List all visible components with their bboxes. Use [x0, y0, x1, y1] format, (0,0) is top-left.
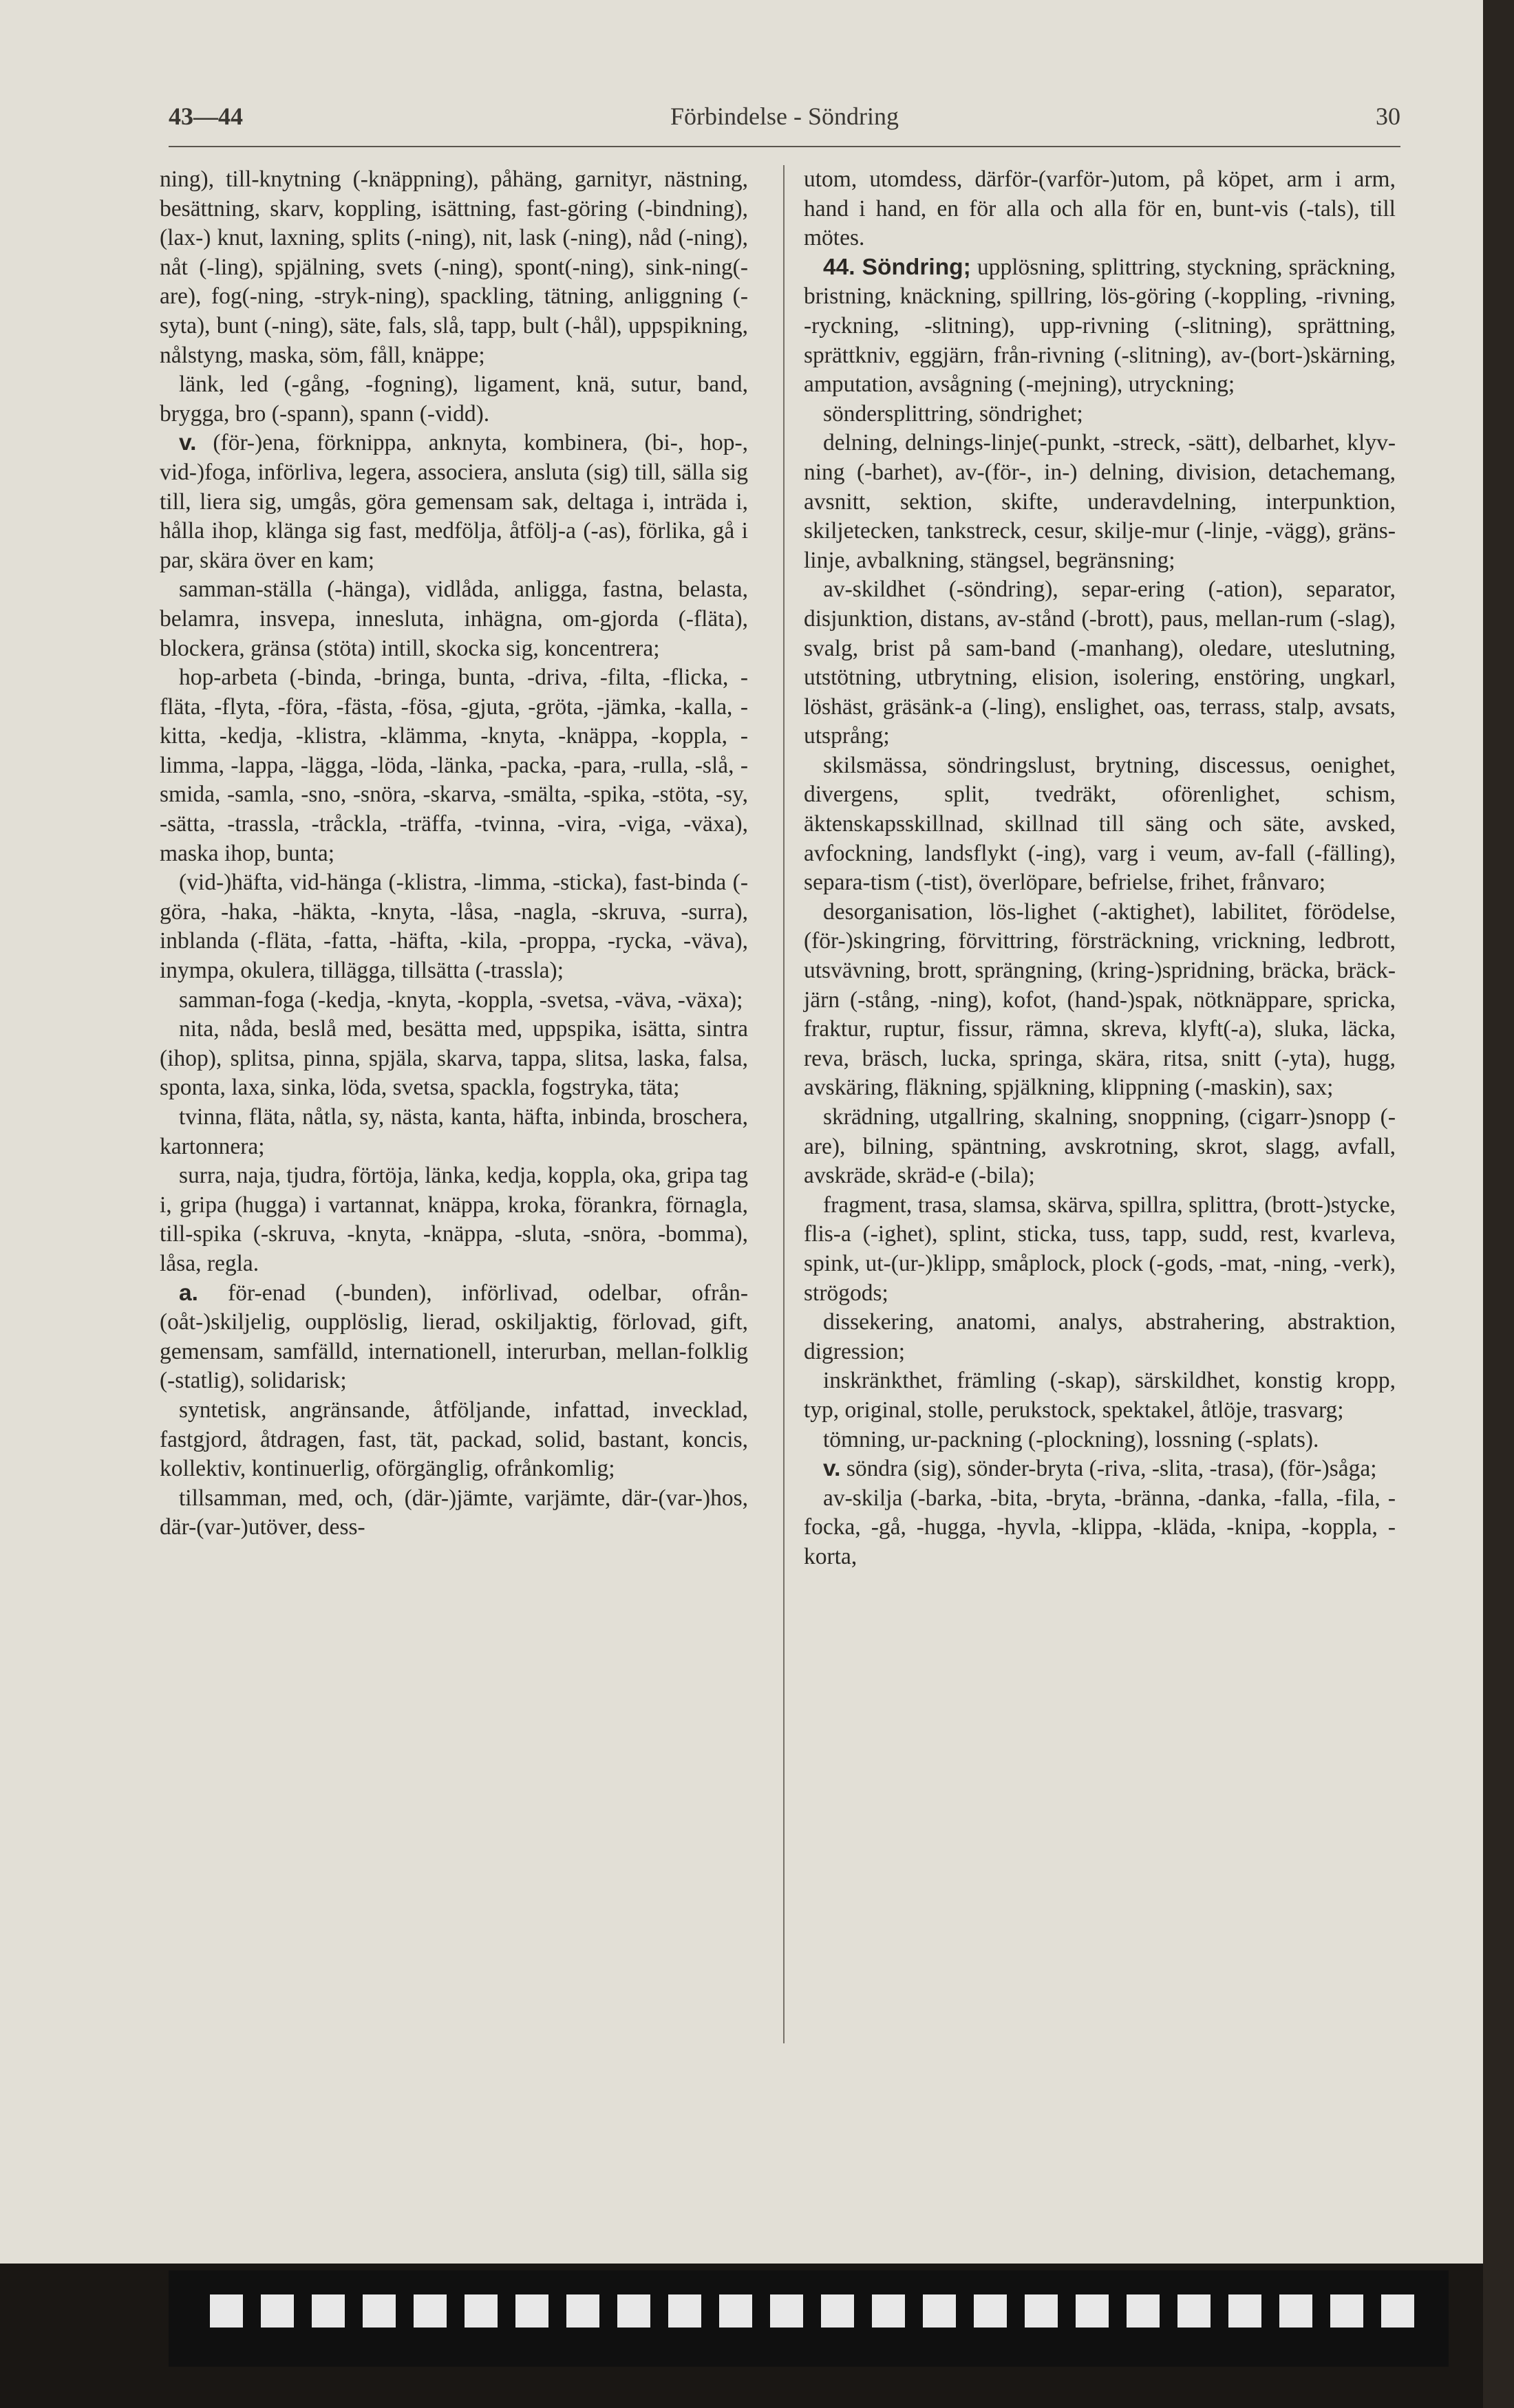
entry-paragraph: [804, 1484, 1396, 1572]
entry-text: samman-ställa (-hänga), vidlåda, anligga, fastna, belasta, belamra, insvepa, innesluta, inhägna, om-gjorda (-fläta), blockera, gränsa (stöta) intill, skocka sig, koncentrera;: [160, 577, 748, 661]
entry-paragraph: [160, 1396, 748, 1484]
entry-text: (vid-)häfta, vid-hänga (-klistra, -limma, -sticka), fast-binda (-göra, -haka, -häkta, -knyta, -låsa, -nagla, -skruva, -surra), inblanda (-fläta, -fatta, -häfta, -kila, -proppa, -rycka, -väva), inympa, okulera, tillägga, tillsätta (-trassla);: [160, 870, 748, 984]
entry-paragraph: [804, 400, 1396, 429]
entry-paragraph: [160, 663, 748, 868]
entry-paragraph: [160, 986, 748, 1015]
entry-paragraph: [804, 575, 1396, 751]
header-rule: [169, 146, 1400, 147]
entry-text: dissekering, anatomi, analys, abstrahering, abstraktion, digression;: [804, 1309, 1396, 1364]
entry-paragraph: [160, 1161, 748, 1278]
calibration-square: [1279, 2294, 1312, 2328]
entry-text: tömning, ur-packning (-plockning), lossning (-splats).: [823, 1426, 1319, 1452]
calibration-square: [465, 2294, 498, 2328]
entry-head: v.: [823, 1456, 841, 1482]
entry-paragraph: [160, 429, 748, 575]
entry-paragraph: [804, 1426, 1396, 1455]
calibration-square: [515, 2294, 548, 2328]
calibration-square: [363, 2294, 396, 2328]
entry-paragraph: [804, 1454, 1396, 1484]
entry-text: söndersplittring, söndrighet;: [823, 400, 1083, 427]
entry-text: ning), till-knytning (-knäppning), påhäng, garnityr, nästning, besättning, skarv, koppling, isättning, fast-göring (-bindning), (lax-) knut, laxning, splits (-ning), nit, lask (-ning), nåd (-ning), nåt (-ling), spjälning, svets (-ning), spont(-ning), sink-ning(-are), fog(-ning, -stryk-ning), spackling, tätning, anliggning (-syta), bunt (-ning), säte, fals, slå, tapp, bult (-hål), uppspikning, nålstyng, maska, söm, fåll, knäppe;: [160, 166, 748, 368]
calibration-square: [1127, 2294, 1160, 2328]
left-column: [160, 165, 748, 1542]
entry-text: samman-foga (-kedja, -knyta, -koppla, -svetsa, -väva, -växa);: [179, 987, 743, 1013]
calibration-square: [923, 2294, 956, 2328]
calibration-square: [312, 2294, 345, 2328]
calibration-square: [566, 2294, 599, 2328]
entry-text: skrädning, utgallring, skalning, snoppning, (cigarr-)snopp (-are), bilning, späntning, avskrotning, skrot, slagg, avfall, avskräde, skräd-e (-bila);: [804, 1104, 1396, 1189]
calibration-square: [1025, 2294, 1058, 2328]
entry-paragraph: [804, 751, 1396, 898]
entry-text: syntetisk, angränsande, åtföljande, infattad, invecklad, fastgjord, åtdragen, fast, tät, packad, solid, bastant, koncis, kollektiv, kontinuerlig, oförgänglig, ofrånkomlig;: [160, 1397, 748, 1482]
entry-paragraph: [160, 1279, 748, 1396]
running-title: Förbindelse - Söndring: [670, 103, 899, 130]
entry-text: surra, naja, tjudra, förtöja, länka, kedja, koppla, oka, gripa tag i, gripa (hugga) i vartannat, knäppa, kroka, förankra, förnagla, till-spika (-skruva, -knyta, -knäppa, -sluta, -snöra, -bomma), låsa, regla.: [160, 1163, 748, 1276]
calibration-square: [668, 2294, 701, 2328]
entry-paragraph: [804, 1308, 1396, 1366]
calibration-square: [719, 2294, 752, 2328]
page-header: [169, 96, 1400, 144]
entry-text: söndra (sig), sönder-bryta (-riva, -slita, -trasa), (för-)såga;: [840, 1456, 1377, 1482]
entry-text: skilsmässa, söndringslust, brytning, discessus, oenighet, divergens, split, tvedräkt, oförenlighet, schism, äktenskapsskillnad, skillnad till säng och säte, avsked, avfockning, landsflykt (-ing), varg i veum, av-fall (-fälling), separa-tism (-tist), överlöpare, befrielse, frihet, frånvaro;: [804, 752, 1396, 896]
section-range: 43—44: [169, 103, 243, 130]
calibration-square: [617, 2294, 650, 2328]
right-column: [804, 165, 1396, 1572]
calibration-square: [261, 2294, 294, 2328]
calibration-target: [169, 2270, 1449, 2367]
entry-text: desorganisation, lös-lighet (-aktighet), labilitet, förödelse, (för-)skingring, förvittring, försträckning, vrickning, ledbrott, utsvävning, brott, sprängning, (kring-)spridning, bräcka, bräck-järn (-stång, -ning), kofot, (hand-)spak, nötknäppare, spricka, fraktur, ruptur, fissur, rämna, skreva, klyft(-a), sluka, läcka, reva, bräsch, lucka, springa, skära, ritsa, snitt (-yta), hugg, avskäring, fläkning, spjälkning, klippning (-maskin), sax;: [804, 899, 1396, 1101]
entry-head: a.: [179, 1280, 198, 1306]
entry-paragraph: [804, 165, 1396, 253]
entry-paragraph: [160, 575, 748, 663]
entry-paragraph: [160, 1015, 748, 1103]
entry-paragraph: [804, 1103, 1396, 1191]
entry-text: nita, nåda, beslå med, besätta med, uppspika, isätta, sintra (ihop), splitsa, pinna, spjäla, skarva, tappa, slitsa, laska, falsa, sponta, laxa, sinka, löda, svetsa, spackla, fogstryka, täta;: [160, 1016, 748, 1101]
calibration-square: [414, 2294, 447, 2328]
entry-text: av-skildhet (-söndring), separ-ering (-ation), separator, disjunktion, distans, av-stånd (-brott), paus, mellan-rum (-slag), svalg, brist på sam-band (-manhang), oledare, uteslutning, utstötning, utbrytning, elision, isolering, enstöring, ungkarl, löshäst, gräsänk-a (-ling), enslighet, oas, terrass, stalp, avsats, utsprång;: [804, 577, 1396, 749]
entry-paragraph: [160, 1484, 748, 1542]
entry-text: tillsamman, med, och, (där-)jämte, varjämte, där-(var-)hos, där-(var-)utöver, dess-: [160, 1485, 748, 1540]
calibration-square: [872, 2294, 905, 2328]
calibration-square: [821, 2294, 854, 2328]
calibration-square: [1076, 2294, 1109, 2328]
entry-text: för-enad (-bunden), införlivad, odelbar, ofrån-(oåt-)skiljelig, oupplöslig, lierad, oskiljaktig, förlovad, gift, gemensam, samfälld, internationell, interurban, mellan-folklig (-statlig), solidarisk;: [160, 1280, 748, 1394]
entry-text: tvinna, fläta, nåtla, sy, nästa, kanta, häfta, inbinda, broschera, kartonnera;: [160, 1104, 748, 1159]
entry-paragraph: [160, 370, 748, 429]
entry-text: länk, led (-gång, -fogning), ligament, knä, sutur, band, brygga, bro (-spann), spann (-vidd).: [160, 372, 748, 427]
entry-paragraph: [804, 429, 1396, 575]
entry-text: upplösning, splittring, styckning, spräckning, bristning, knäckning, spillring, lös-göring (-koppling, -rivning, -ryckning, -slitning), upp-rivning (-slitning), sprättning, sprättkniv, eggjärn, från-rivning (-slitning), av-(bort-)skärning, amputation, avsågning (-mejning), utryckning;: [804, 254, 1396, 398]
entry-paragraph: [804, 898, 1396, 1103]
entry-paragraph: [160, 868, 748, 985]
entry-paragraph: [804, 1191, 1396, 1308]
entry-paragraph: [804, 253, 1396, 400]
calibration-square: [1330, 2294, 1363, 2328]
entry-text: (för-)ena, förknippa, anknyta, kombinera, (bi-, hop-, vid-)foga, införliva, legera, associera, ansluta (sig) till, sälla sig till, liera sig, umgås, göra gemensam sak, deltaga i, inträda i, hålla ihop, klänga sig fast, medfölja, åtfölj-a (-as), förlika, gå i par, skära över en kam;: [160, 430, 748, 573]
calibration-square: [770, 2294, 803, 2328]
entry-paragraph: [804, 1366, 1396, 1425]
entry-head: 44. Söndring;: [823, 254, 971, 280]
calibration-square: [1177, 2294, 1211, 2328]
column-divider: [783, 165, 785, 2043]
entry-text: utom, utomdess, därför-(varför-)utom, på köpet, arm i arm, hand i hand, en för alla och alla för en, bunt-vis (-tals), till mötes.: [804, 166, 1396, 251]
entry-text: fragment, trasa, slamsa, skärva, spillra, splittra, (brott-)stycke, flis-a (-ighet), splint, sticka, tuss, tapp, sudd, rest, kvarleva, spink, ut-(ur-)klipp, småplock, plock (-gods, -mat, -ning, -verk), strögods;: [804, 1192, 1396, 1306]
entry-paragraph: [160, 1103, 748, 1161]
calibration-square: [1228, 2294, 1261, 2328]
page-number: 30: [1376, 103, 1400, 130]
book-edge: [1483, 0, 1514, 2408]
entry-paragraph: [160, 165, 748, 370]
entry-text: hop-arbeta (-binda, -bringa, bunta, -driva, -filta, -flicka, -fläta, -flyta, -föra, -fästa, -fösa, -gjuta, -gröta, -jämka, -kalla, -kitta, -kedja, -klistra, -klämma, -knyta, -knäppa, -koppla, -limma, -lappa, -lägga, -löda, -länka, -packa, -para, -rulla, -slå, -smida, -samla, -sno, -snöra, -skarva, -smälta, -spika, -stöta, -sy, -sätta, -trassla, -tråckla, -träffa, -tvinna, -vira, -viga, -växa), maska ihop, bunta;: [160, 665, 748, 866]
entry-text: delning, delnings-linje(-punkt, -streck, -sätt), delbarhet, klyv-ning (-barhet), av-(för-, in-) delning, division, detachemang, avsnitt, sektion, skifte, underavdelning, interpunktion, skiljetecken, tankstreck, cesur, skilje-mur (-linje, -vägg), gräns-linje, avbalkning, stängsel, begränsning;: [804, 430, 1396, 573]
entry-head: v.: [179, 430, 197, 456]
calibration-square: [210, 2294, 243, 2328]
calibration-square: [1381, 2294, 1414, 2328]
entry-text: inskränkthet, främling (-skap), särskildhet, konstig kropp, typ, original, stolle, perukstock, spektakel, åtlöje, trasvarg;: [804, 1368, 1396, 1423]
entry-text: av-skilja (-barka, -bita, -bryta, -bränna, -danka, -falla, -fila, -focka, -gå, -hugga, -hyvla, -klippa, -kläda, -knipa, -koppla, -korta,: [804, 1485, 1396, 1569]
calibration-square: [974, 2294, 1007, 2328]
